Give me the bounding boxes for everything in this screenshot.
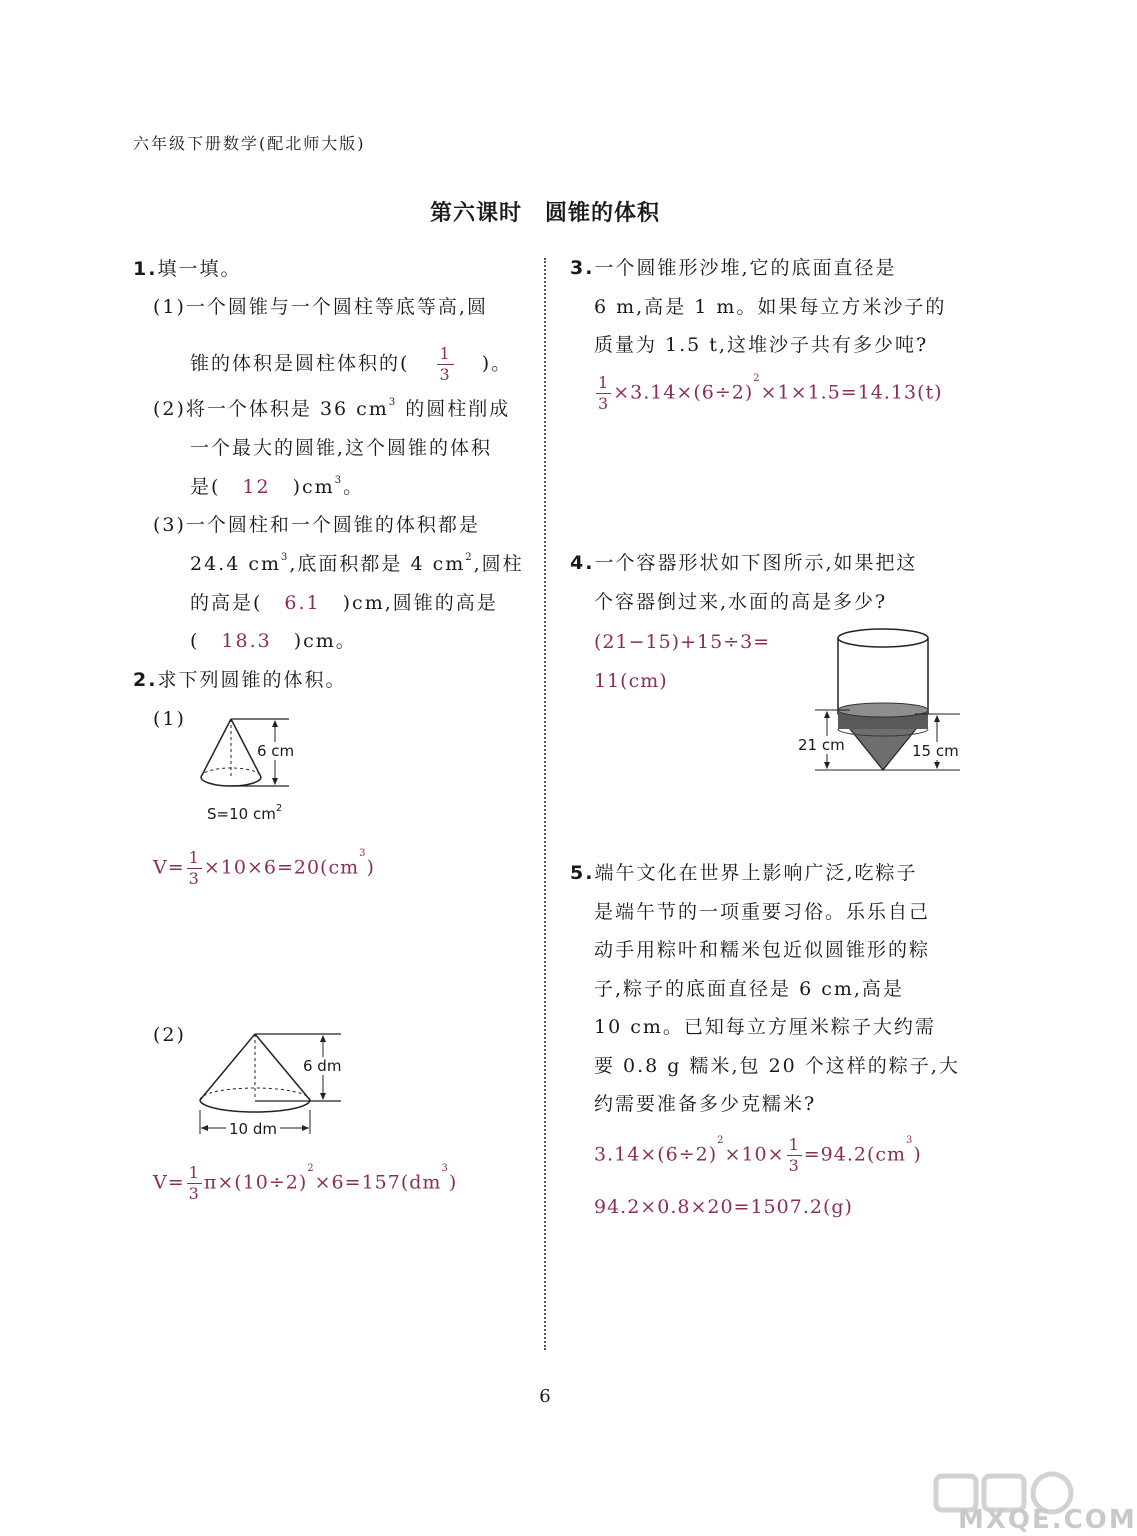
q3-line3: 质量为 1.5 t,这堆沙子共有多少吨? [594, 334, 929, 356]
container-right-label: 15 cm [912, 742, 959, 760]
fig2-diameter-label: 10 dm [226, 1120, 280, 1138]
watermark-text: MXQE.COM [958, 1505, 1137, 1535]
container-left-label: 21 cm [798, 736, 845, 754]
q3-answer: $\frac{1}{3}$ $\times 3.14\times(6\div 2)^2\times 1\times 1.5=14.13(t)$ [598, 373, 943, 413]
q1-heading: 1.填一填。 [133, 258, 242, 280]
q1-part3-line1: (3)一个圆柱和一个圆锥的体积都是 [153, 514, 480, 536]
q4-line2: 个容器倒过来,水面的高是多少? [594, 591, 888, 613]
q5-line6: 要 0.8 g 糯米,包 20 个这样的粽子,大 [594, 1055, 960, 1077]
q5-line3: 动手用粽叶和糯米包近似圆锥形的粽 [594, 939, 931, 961]
q2-answer-1: V= $\frac{1}{3}$ $\times 10\times 6=20(cm^3)$ [153, 848, 375, 888]
q1-part1-line2: 锥的体积是圆柱体积的( $\frac{1}{3}$ )。 [190, 344, 513, 384]
book-header: 六年级下册数学(配北师大版) [133, 134, 366, 153]
q5-answer-2: 94.2×0.8×20=1507.2(g) [594, 1196, 853, 1218]
q2-heading: 2.求下列圆锥的体积。 [133, 669, 347, 691]
q1-part1-line1: (1)一个圆锥与一个圆柱等底等高,圆 [153, 296, 488, 318]
q5-line5: 10 cm。已知每立方厘米粽子大约需 [594, 1016, 936, 1038]
q5-line2: 是端午节的一项重要习俗。乐乐自己 [594, 901, 931, 923]
q2-answer-2: V= $\frac{1}{3}$ $\pi\times(10\div 2)^2\times 6=157(dm^3)$ [153, 1163, 458, 1203]
column-divider [544, 258, 546, 1350]
q5-line7: 约需要准备多少克糯米? [594, 1093, 817, 1115]
q1-part1-answer: $\frac{1}{3}$ [439, 344, 452, 384]
q5-answer-1: $3.14\times(6\div 2)^2\times 10\times$ $\frac{1}{3}$ $=94.2(cm^3)$ [594, 1135, 922, 1175]
q5-line1: 5.端午文化在世界上影响广泛,吃粽子 [570, 862, 918, 884]
q2-fig1-label: (1) [153, 708, 186, 730]
q4-answer-line2: 11(cm) [594, 670, 668, 692]
fig1-area-label: S=10 $cm^2$ [207, 803, 283, 823]
q1-part3-answer2: 18.3 [221, 630, 272, 652]
q1-part3-line2: 24.4 $cm^3$,底面积都是 4 $cm^2$,圆柱 [190, 552, 524, 575]
fig1-height-label: 6 cm [257, 742, 295, 760]
q1-part2-line2: 一个最大的圆锥,这个圆锥的体积 [190, 437, 493, 459]
q1-part3-answer1: 6.1 [284, 592, 321, 614]
q1-part3-line3: 的高是( 6.1 )cm,圆锥的高是 [190, 592, 498, 614]
q1-part3-line4: ( 18.3 )cm。 [190, 630, 357, 652]
q3-line1: 3.一个圆锥形沙堆,它的底面直径是 [570, 257, 897, 279]
q3-line2: 6 m,高是 1 m。如果每立方米沙子的 [594, 296, 947, 318]
fig2-height-label: 6 dm [303, 1057, 342, 1075]
q1-part2-line3: 是( 12 )$cm^3$。 [190, 475, 365, 498]
q4-answer-line1: (21−15)+15÷3= [594, 631, 771, 653]
q1-part2-answer: 12 [242, 476, 271, 498]
q4-line1: 4.一个容器形状如下图所示,如果把这 [570, 552, 918, 574]
q2-fig2-label: (2) [153, 1024, 186, 1046]
page-number: 6 [539, 1386, 551, 1407]
lesson-title: 第六课时 圆锥的体积 [429, 200, 660, 226]
q1-part2-line1: (2)将一个体积是 36 $cm^3$ 的圆柱削成 [153, 397, 511, 420]
q5-line4: 子,粽子的底面直径是 6 cm,高是 [594, 978, 904, 1000]
